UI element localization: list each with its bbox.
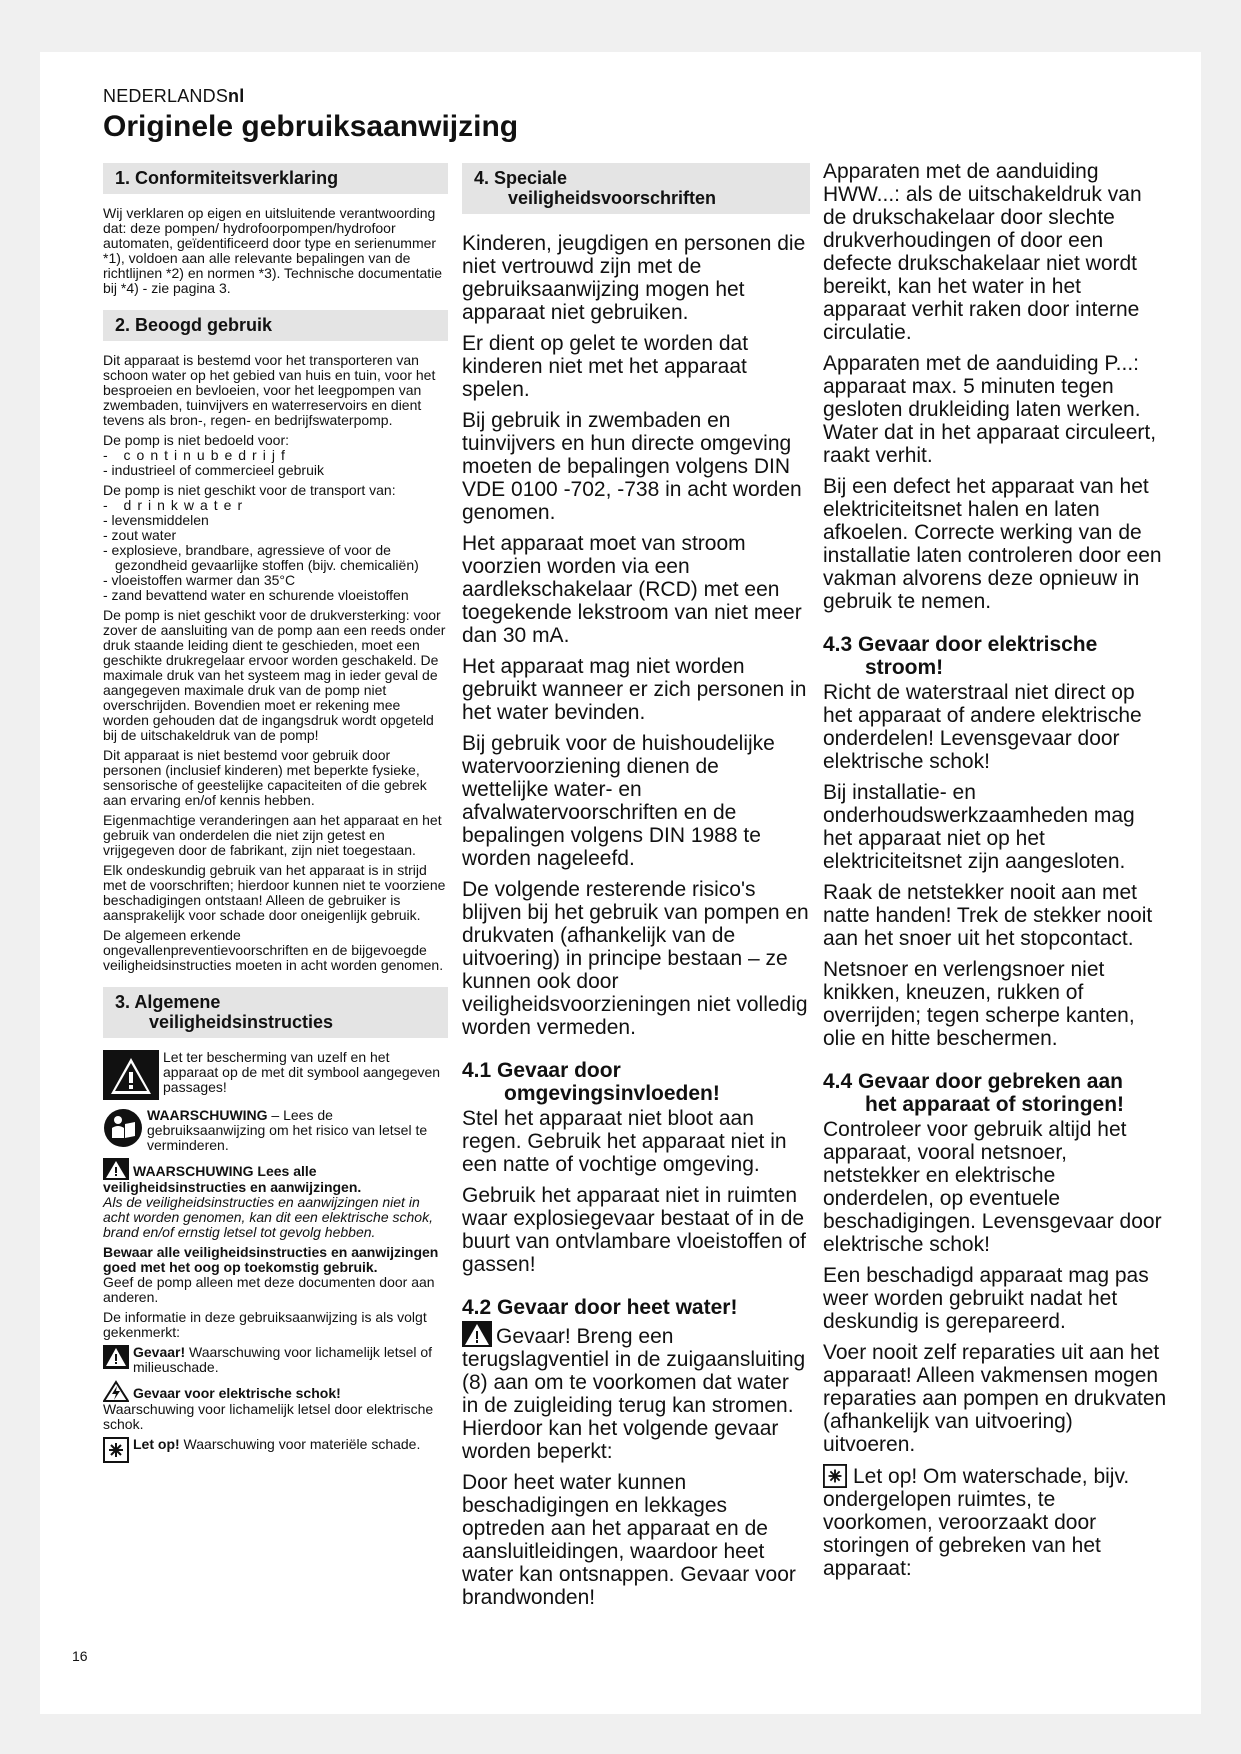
- electric-shock-icon: [103, 1385, 133, 1401]
- section-4-1-heading: 4.1 Gevaar door omgevingsinvloeden!: [462, 1059, 720, 1105]
- pass-on-text: Geef de pomp alleen met deze documenten door aan anderen.: [103, 1274, 435, 1305]
- warning-triangle-icon: [103, 1050, 159, 1103]
- list-item: - levensmiddelen: [103, 512, 209, 528]
- paragraph: Richt de waterstraal niet direct op het apparaat of andere elektrische onderdelen! Levensgevaar door elektrische schok!: [823, 681, 1142, 773]
- warning-triangle-icon: [462, 1325, 496, 1348]
- unsuitable-list: De pomp is niet geschikt voor de transport van: - drinkwater - levensmiddelen - zout water - explosieve, brandbare, agressieve of voor de gezondheid gevaarlijke stoffen (bijv. chemicaliën) - vloeistoffen warmer dan 35°C - zand bevattend water en schurende vloeistoffen: [103, 483, 448, 603]
- paragraph: Bij installatie- en onderhoudswerkzaamheden mag het apparaat niet op het elektriciteitsnet zijn aangesloten.: [823, 781, 1135, 873]
- paragraph: Bij gebruik in zwembaden en tuinvijvers en hun directe omgeving moeten de bepalingen volgens DIN VDE 0100 -702, -738 in acht worden genomen.: [462, 409, 802, 524]
- paragraph: Gebruik het apparaat niet in ruimten waar explosiegevaar bestaat of in de buurt van ontvlambare vloeistoffen of gassen!: [462, 1184, 806, 1276]
- section-1-heading: 1. Conformiteitsverklaring: [103, 163, 448, 194]
- paragraph: Apparaten met de aanduiding HWW...: als de uitschakeldruk van de drukschakelaar door slechte drukverhoudingen of door een defecte drukschakelaar niet wordt bereikt, kan het water in het apparaat verhit raken door interne circulatie.: [823, 160, 1142, 344]
- list-item: - zout water: [103, 527, 177, 543]
- paragraph: Controleer voor gebruik altijd het apparaat, vooral netsnoer, netstekker en elektrische onderdelen, op eventuele beschadigingen. Levensgevaar door elektrische schok!: [823, 1118, 1162, 1256]
- note-icon: [103, 1437, 129, 1466]
- column-right: [823, 160, 1168, 1588]
- paragraph: Bij een defect het apparaat van het elektriciteitsnet halen en laten afkoelen. Correcte werking van de installatie laten controleren door een vakman alvorens deze opnieuw in gebruik te nemen.: [823, 475, 1162, 613]
- column-middle: [462, 163, 810, 1617]
- symbol-notice: Let ter bescherming van uzelf en het apparaat op de met dit symbool aangegeven passages!: [103, 1050, 448, 1103]
- shock-legend: Gevaar voor elektrische schok! Waarschuwing voor lichamelijk letsel door elektrische schok.: [103, 1380, 448, 1432]
- column-left: [103, 163, 448, 1471]
- improper-use-text: Elk ondeskundig gebruik van het apparaat is in strijd met de voorschriften; hierdoor kunnen niet te voorziene beschadigingen ontstaan! Alleen de gebruiker is aansprakelijk voor schade door oneigenlijk gebruik.: [103, 862, 446, 923]
- page-number: 16: [72, 1648, 88, 1664]
- list-item: - zand bevattend water en schurende vloeistoffen: [103, 587, 409, 603]
- paragraph: De volgende resterende risico's blijven bij het gebruik van pompen en drukvaten (afhankelijk van de uitvoering) in principe bestaan – ze kunnen ook door veiligheidsvoorzieningen niet volledig worden vermeden.: [462, 878, 809, 1039]
- not-intended-list: De pomp is niet bedoeld voor: - continubedrijf - industrieel of commercieel gebruik: [103, 433, 448, 478]
- list-item: - industrieel of commercieel gebruik: [103, 462, 324, 478]
- note-legend: Let op! Waarschuwing voor materiële schade.: [103, 1437, 448, 1466]
- pressure-text: De pomp is niet geschikt voor de drukversterking: voor zover de aansluiting van de pomp aan een reeds onder druk staande leiding dient te geschieden, moet een geschikte drukregelaar ervoor worden geschakeld. De maximale druk van het systeem mag in ieder geval de aangegeven maximale druk van de pomp niet overschrijden. Bovendien moet er rekening mee worden gehouden dat de ingangsdruk wordt opgeteld bij de uitschakeldruk van de pomp!: [103, 607, 446, 743]
- list-item: - continubedrijf: [103, 447, 291, 463]
- paragraph: Let op! Om waterschade, bijv. ondergelopen ruimtes, te voorkomen, veroorzaakt door storingen of gebreken van het apparaat:: [823, 1465, 1130, 1580]
- section-2-heading: 2. Beoogd gebruik: [103, 310, 448, 341]
- list-item: - vloeistoffen warmer dan 35°C: [103, 572, 296, 588]
- section-4-heading: 4. Speciale veiligheidsvoorschriften: [462, 163, 810, 214]
- paragraph: Bij gebruik voor de huishoudelijke watervoorziening dienen de wettelijke water- en afvalwatervoorschriften en de bepalingen volgens DIN 1988 te worden nageleefd.: [462, 732, 775, 870]
- list-item: - explosieve, brandbare, agressieve of voor de gezondheid gevaarlijke stoffen (bijv. chemicaliën): [103, 542, 419, 573]
- paragraph: Raak de netstekker nooit aan met natte handen! Trek de stekker nooit aan het snoer uit het stopcontact.: [823, 881, 1153, 950]
- paragraph: Door heet water kunnen beschadigingen en lekkages optreden aan het apparaat en de aansluitleidingen, waardoor heet water kan ontsnappen. Gevaar voor brandwonden!: [462, 1471, 796, 1609]
- rules-text: De algemeen erkende ongevallenpreventievoorschriften en de bijgevoegde veiligheidsinstructies moeten in acht worden genomen.: [103, 927, 444, 973]
- paragraph: Stel het apparaat niet bloot aan regen. Gebruik het apparaat niet in een natte of vochtige omgeving.: [462, 1107, 787, 1176]
- section-1-text: Wij verklaren op eigen en uitsluitende verantwoording dat: deze pompen/ hydrofoorpompen/hydrofoor automaten, geïdentificeerd door type en serienummer *1), voldoen aan alle relevante bepalingen van de richtlijnen *2) en normen *3). Technische documentatie bij *4) - zie pagina 3.: [103, 205, 443, 296]
- paragraph: Een beschadigd apparaat mag pas weer worden gebruikt nadat het deskundig is gerepareerd.: [823, 1264, 1149, 1333]
- section-4-2-heading: 4.2 Gevaar door heet water!: [462, 1296, 738, 1319]
- keep-instructions-text: Bewaar alle veiligheidsinstructies en aanwijzingen goed met het oog op toekomstig gebruik.: [103, 1244, 439, 1275]
- paragraph: Gevaar! Breng een terugslagventiel in de zuigaansluiting (8) aan om te voorkomen dat water in de zuigleiding terug kan stromen. Hierdoor kan het volgende gevaar worden beperkt:: [462, 1321, 810, 1463]
- paragraph: Het apparaat moet van stroom voorzien worden via een aardlekschakelaar (RCD) met een toegekende lekstroom van niet meer dan 30 mA.: [462, 532, 802, 647]
- list-item: - drinkwater: [103, 497, 249, 513]
- paragraph: Apparaten met de aanduiding P...: apparaat max. 5 minuten tegen gesloten drukleiding laten werken. Water dat in het apparaat circuleert, raakt verhit.: [823, 352, 1157, 467]
- read-manual-warning: WAARSCHUWING – Lees de gebruiksaanwijzing om het risico van letsel te verminderen.: [103, 1108, 448, 1153]
- section-4-4-heading: 4.4 Gevaar door gebreken aan het apparaat of storingen!: [823, 1070, 1125, 1116]
- note-icon: [823, 1465, 853, 1488]
- warning-triangle-icon: [103, 1163, 133, 1179]
- section-3-heading: 3. Algemene veiligheidsinstructies: [103, 987, 448, 1038]
- all-instructions-warning: WAARSCHUWING Lees alle veiligheidsinstructies en aanwijzingen. Als de veiligheidsinstructies en aanwijzingen niet in acht worden genomen, kan dit een elektrische schok, brand en/of ernstig letsel tot gevolg hebben.: [103, 1158, 448, 1240]
- paragraph: Voer nooit zelf reparaties uit aan het apparaat! Alleen vakmensen mogen reparaties aan pompen en drukvaten (afhankelijk van uitvoering) uitvoeren.: [823, 1341, 1167, 1456]
- page-title: Originele gebruiksaanwijzing: [103, 110, 519, 143]
- marking-intro: De informatie in deze gebruiksaanwijzing is als volgt gekenmerkt:: [103, 1309, 427, 1340]
- danger-legend: Gevaar! Waarschuwing voor lichamelijk letsel of milieuschade.: [103, 1345, 448, 1375]
- paragraph: Het apparaat mag niet worden gebruikt wanneer er zich personen in het water bevinden.: [462, 655, 807, 724]
- paragraph: Er dient op gelet te worden dat kinderen niet met het apparaat spelen.: [462, 332, 749, 401]
- changes-text: Eigenmachtige veranderingen aan het apparaat en het gebruik van onderdelen die niet zijn getest en vrijgegeven door de fabrikant, zijn niet toegestaan.: [103, 812, 442, 858]
- paragraph: Kinderen, jeugdigen en personen die niet vertrouwd zijn met de gebruiksaanwijzing mogen het apparaat niet gebruiken.: [462, 232, 806, 324]
- persons-text: Dit apparaat is niet bestemd voor gebruik door personen (inclusief kinderen) met beperkte fysieke, sensorische of geestelijke capaciteiten of die gebrek aan ervaring en/of kennis hebben.: [103, 747, 427, 808]
- intended-use-text: Dit apparaat is bestemd voor het transporteren van schoon water op het gebied van huis en tuin, voor het besproeien en bevloeien, voor het leegpompen van zwembaden, tuinvijvers en waterreservoirs en dient tevens als bron-, regen- en bedrijfswaterpomp.: [103, 352, 436, 428]
- section-4-3-heading: 4.3 Gevaar door elektrische stroom!: [823, 633, 1098, 679]
- warning-triangle-icon: [103, 1345, 129, 1372]
- paragraph: Netsnoer en verlengsnoer niet knikken, kneuzen, rukken of overrijden; tegen scherpe kanten, olie en hitte beschermen.: [823, 958, 1135, 1050]
- read-manual-icon: [103, 1108, 143, 1151]
- language-header: NEDERLANDSnl: [103, 86, 245, 106]
